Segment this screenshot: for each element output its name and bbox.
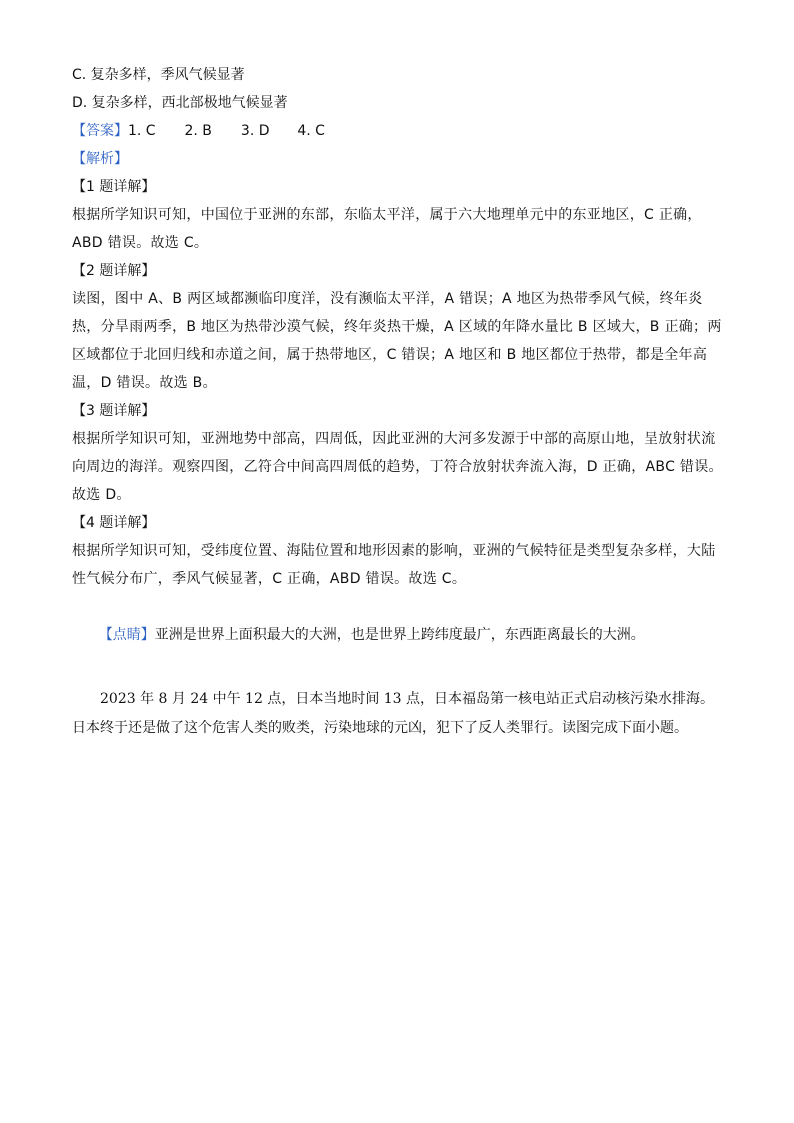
q2-label: 【2 题详解】 — [72, 263, 156, 279]
q3-label: 【3 题详解】 — [72, 403, 156, 419]
document-content — [72, 61, 724, 743]
answer-row — [72, 117, 724, 145]
answer-values — [128, 117, 349, 145]
option-d: D. 复杂多样，西北部极地气候显著 — [72, 95, 288, 111]
answer-3: 3. D — [240, 123, 270, 139]
analysis-label: 【解析】 — [72, 151, 128, 167]
point-row — [72, 593, 724, 677]
q3-text: 根据所学知识可知，亚洲地势中部高，四周低，因此亚洲的大河多发源于中部的高原山地，呈放射状流向周边的海洋。观察四图，乙符合中间高四周低的趋势，丁符合放射状奔流入海，D 正确，ABC 错误。故选 D。 — [72, 431, 723, 503]
point-label: 【点睛】 — [98, 627, 155, 643]
q4-label: 【4 题详解】 — [72, 515, 156, 531]
answer-2: 2. B — [184, 123, 212, 139]
next-question-stem: 2023 年 8 月 24 中午 12 点，日本当地时间 13 点，日本福岛第一核电站正式启动核污染水排海。日本终于还是做了这个危害人类的败类，污染地球的元凶，犯下了反人类罪行。读图完成下面小题。 — [72, 691, 715, 736]
option-c: C. 复杂多样，季风气候显著 — [72, 67, 245, 83]
point-text: 亚洲是世界上面积最大的大洲，也是世界上跨纬度最广，东西距离最长的大洲。 — [154, 627, 645, 643]
answer-label: 【答案】 — [72, 123, 128, 139]
q1-text: 根据所学知识可知，中国位于亚洲的东部，东临太平洋，属于六大地理单元中的东亚地区，C 正确，ABD 错误。故选 C。 — [72, 207, 702, 251]
answer-1: 1. C — [128, 123, 156, 139]
q1-label: 【1 题详解】 — [72, 179, 156, 195]
q2-text: 读图，图中 A、B 两区域都濒临印度洋，没有濒临太平洋，A 错误；A 地区为热带季风气候，终年炎热，分旱雨两季，B 地区为热带沙漠气候，终年炎热干燥，A 区域的年降水量比 B 区域大，B 正确；两区域都位于北回归线和赤道之间，属于热带地区，C 错误；A 地区和 B 地区都位于热带，都是全年高温，D 错误。故选 B。 — [72, 291, 722, 391]
q4-text: 根据所学知识可知，受纬度位置、海陆位置和地形因素的影响，亚洲的气候特征是类型复杂多样，大陆性气候分布广，季风气候显著，C 正确，ABD 错误。故选 C。 — [72, 543, 716, 587]
answer-4: 4. C — [297, 123, 325, 139]
